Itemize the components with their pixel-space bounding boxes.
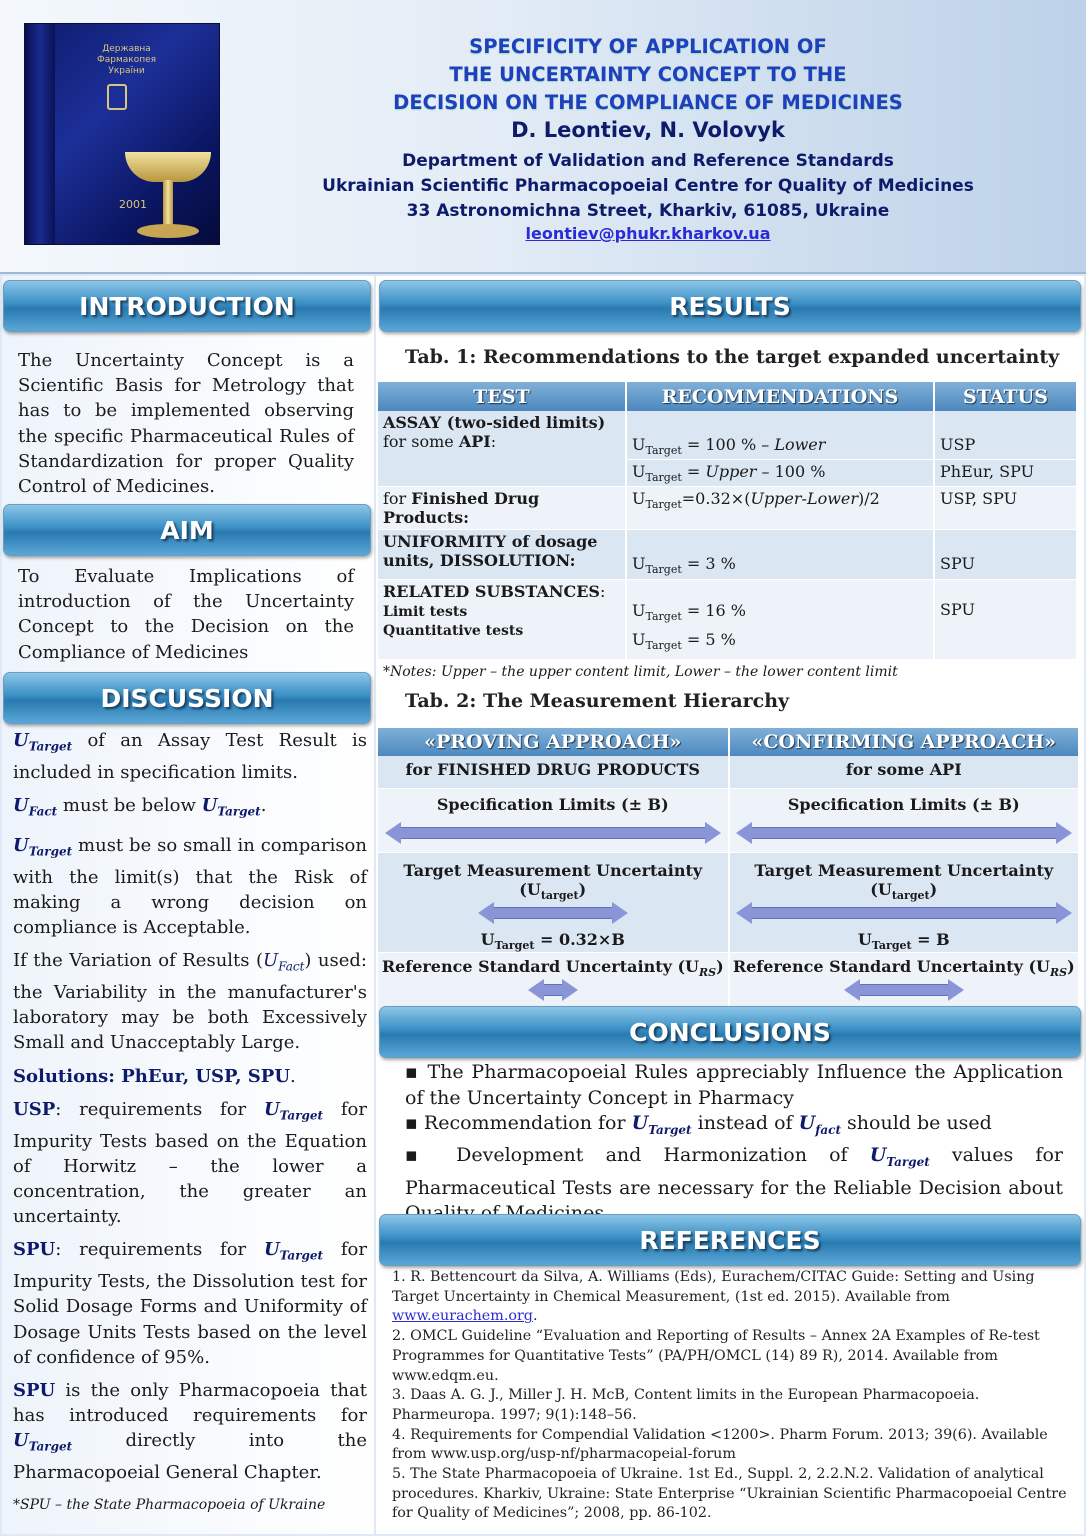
reference-item: 4. Requirements for Compendial Validation <1200>. Pharm Forum. 2013; 39(6). Available from www.usp.org/usp-nf/pharmacopeial-forum — [392, 1426, 1048, 1463]
table1-caption: Tab. 1: Recommendations to the target expanded uncertainty — [405, 346, 1060, 368]
table1-cell-status4: SPU — [934, 530, 1077, 580]
bowl-of-hygieia-icon — [125, 152, 211, 182]
discussion-p7: SPU: requirements for $U_{Target}$ for Impurity Tests, the Dissolution test for Solid Dosage Forms and Uniformity of Dosage Units Tests based on the level of confidence of 95%. — [13, 1239, 367, 1368]
poster-title: SPECIFICITY OF APPLICATION OF THE UNCERTAINTY CONCEPT TO THE DECISION ON THE COMPLIANCE OF MEDICINES — [393, 35, 903, 114]
double-arrow-icon — [528, 979, 578, 1001]
table1-header-recommendations: RECOMMENDATIONS — [626, 382, 934, 411]
book-spine — [25, 24, 55, 244]
table-row — [378, 580, 1077, 659]
discussion-p5: Solutions: PhEur, USP, SPU. — [13, 1065, 296, 1087]
discussion-p8: SPU is the only Pharmacopoeia that has introduced requirements for $U_{Target}$ directly into the Pharmacopoeial General Chapter. — [13, 1380, 367, 1484]
aim-text: To Evaluate Implications of introduction of the Uncertainty Concept to the Decision on the Compliance of Medicines — [18, 566, 354, 663]
table1-cell-related: RELATED SUBSTANCES: Limit tests Quantitative tests — [378, 580, 626, 659]
table1-cell-rec5: $U_{Target} = 16$ % $U_{Target} = 5$ % — [626, 580, 934, 659]
table2-sub-confirming: for some API — [729, 756, 1080, 788]
bowl-stem — [163, 180, 173, 230]
table-row — [378, 411, 1077, 460]
double-arrow-icon — [844, 979, 964, 1001]
poster-header — [0, 0, 1086, 274]
discussion-heading: DISCUSSION — [3, 672, 371, 724]
table2-measurement-hierarchy — [378, 728, 1080, 1026]
aim-heading: AIM — [3, 504, 371, 556]
table2-tmu-left: Target Measurement Uncertainty $(U_{target})$ $U_{Target} = 0.32\times B$ — [378, 852, 729, 952]
reference-item: 5. The State Pharmacopoeia of Ukraine. 1st Ed., Suppl. 2, 2.2.N.2. Validation of analytical procedures. Kharkiv, Ukraine: State Enterprise “Ukrainian Scientific Pharmacopoeial Centre for Quality of Medicines”; 2008, pp. 86-102. — [392, 1466, 1067, 1522]
table-row — [378, 530, 1077, 580]
table-row — [378, 756, 1079, 788]
conclusions-text — [405, 1060, 1063, 1227]
results-heading: RESULTS — [379, 280, 1081, 332]
table1-cell-rec1: $U_{Target} = 100$ % – Lower — [626, 411, 934, 460]
table-row — [378, 788, 1079, 852]
discussion-p4: If the Variation of Results $(U_{Fact})$ used: the Variability in the manufacturer's laboratory may be both Excessively Small and Unacceptably Large. — [13, 950, 367, 1054]
table1-cell-uniformity: UNIFORMITY of dosage units, DISSOLUTION: — [378, 530, 626, 580]
conclusions-heading: CONCLUSIONS — [379, 1006, 1081, 1058]
double-arrow-icon — [736, 822, 1072, 844]
conclusion-item: ▪ Recommendation for $U_{Target}$ instead of $U_{fact}$ should be used — [405, 1112, 992, 1137]
affiliation: Department of Validation and Reference Standards Ukrainian Scientific Pharmacopoeial Centre for Quality of Medicines 33 Astronomichna Street, Kharkiv, 61085, Ukraine — [322, 151, 974, 221]
table2-rsu-right: Reference Standard Uncertainty $(U_{RS})$ — [729, 952, 1080, 1025]
table1-cell-rec4: $U_{Target} = 3$ % — [626, 530, 934, 580]
table1-cell-fdp: for Finished Drug Products: — [378, 487, 626, 530]
reference-item: 2. OMCL Guideline “Evaluation and Reporting of Results – Annex 2A Examples of Re-test Programmes for Quantitative Tests” (PA/PH/OMCL (14) 89 R), 2014. Available from www.edqm.eu. — [392, 1328, 1040, 1384]
table1-note: *Notes: Upper – the upper content limit, Lower – the lower content limit — [378, 659, 1077, 682]
references-list — [392, 1268, 1072, 1524]
table1-cell-rec3: $U_{Target}=0.32\times(Upper-Lower)/2$ — [626, 487, 934, 530]
table2-tmu-right: Target Measurement Uncertainty $(U_{target})$ $U_{Target} = B$ — [729, 852, 1080, 952]
table-row — [378, 852, 1079, 952]
double-arrow-icon — [385, 822, 721, 844]
table1-cell-rec2: $U_{Target}$ = Upper – 100 % — [626, 460, 934, 487]
reference-item: 3. Daas A. G. J., Miller J. H. McB, Content limits in the European Pharmacopoeia. Pharmeuropa. 1997; 9(1):148–56. — [392, 1387, 980, 1423]
table-row — [378, 487, 1077, 530]
book-cover-title: Державна Фармакопея України — [97, 44, 157, 76]
table1-cell-status3: USP, SPU — [934, 487, 1077, 530]
table1-header-status: STATUS — [934, 382, 1077, 411]
eurachem-link[interactable]: www.eurachem.org — [392, 1308, 533, 1325]
discussion-p1: $U_{Target}$ of an Assay Test Result is included in specification limits. — [13, 730, 367, 783]
conclusion-item: ▪ The Pharmacopoeial Rules appreciably Influence the Application of the Uncertainty Concept in Pharmacy — [405, 1061, 1063, 1109]
discussion-p2: $U_{Fact}$ must be below $U_{Target}$. — [13, 795, 267, 819]
table1-cell-assay: ASSAY (two-sided limits) for some API: — [378, 411, 626, 487]
introduction-text: The Uncertainty Concept is a Scientific Basis for Metrology that has to be implemented observing the specific Pharmaceutical Rules of Standardization for proper Quality Control of Medicines. — [18, 350, 354, 498]
discussion-p3: $U_{Target}$ must be so small in comparison with the limit(s) that the Risk of making a wrong decision on compliance is Acceptable. — [13, 834, 367, 938]
email-link[interactable]: leontiev@phukr.kharkov.ua — [525, 224, 771, 243]
table2-caption: Tab. 2: The Measurement Hierarchy — [405, 690, 790, 712]
table1-cell-status5: SPU — [934, 580, 1077, 659]
discussion-footnote: *SPU – the State Pharmacopoeia of Ukraine — [13, 1497, 326, 1514]
table2-header-confirming: «CONFIRMING APPROACH» — [729, 728, 1080, 756]
discussion-text — [13, 728, 367, 1527]
double-arrow-icon — [478, 902, 628, 924]
table1-cell-status1: USP — [934, 411, 1077, 460]
table2-spec-left: Specification Limits (± B) — [378, 788, 729, 852]
table2-sub-proving: for FINISHED DRUG PRODUCTS — [378, 756, 729, 788]
table2-spec-right: Specification Limits (± B) — [729, 788, 1080, 852]
table2-header-proving: «PROVING APPROACH» — [378, 728, 729, 756]
table1-cell-status2: PhEur, SPU — [934, 460, 1077, 487]
discussion-p6: USP: requirements for $U_{Target}$ for Impurity Tests based on the Equation of Horwitz – the lower a concentration, the greater an uncertainty. — [13, 1098, 367, 1228]
bowl-base — [137, 224, 199, 238]
table2-rsu-left: Reference Standard Uncertainty $(U_{RS})$ — [378, 952, 729, 1025]
introduction-heading: INTRODUCTION — [3, 280, 371, 332]
reference-item: 1. R. Bettencourt da Silva, A. Williams (Eds), Eurachem/CITAC Guide: Setting and Using Target Uncertainty in Chemical Measurement, (1st ed. 2015). Available from www.eurachem.org. — [392, 1269, 1035, 1325]
table1-header-test: TEST — [378, 382, 626, 411]
authors: D. Leontiev, N. Volovyk — [511, 118, 785, 142]
conclusion-item: ▪ Development and Harmonization of $U_{Target}$ values for Pharmaceutical Tests are necessary for the Reliable Decision about — [405, 1144, 1063, 1199]
table1-target-uncertainty — [378, 382, 1078, 683]
pharmacopoeia-book-image — [24, 23, 220, 245]
double-arrow-icon — [736, 902, 1072, 924]
book-year: 2001 — [119, 198, 147, 211]
trident-emblem-icon — [107, 84, 127, 110]
table1-note-row — [378, 659, 1077, 682]
references-heading: REFERENCES — [379, 1214, 1081, 1266]
